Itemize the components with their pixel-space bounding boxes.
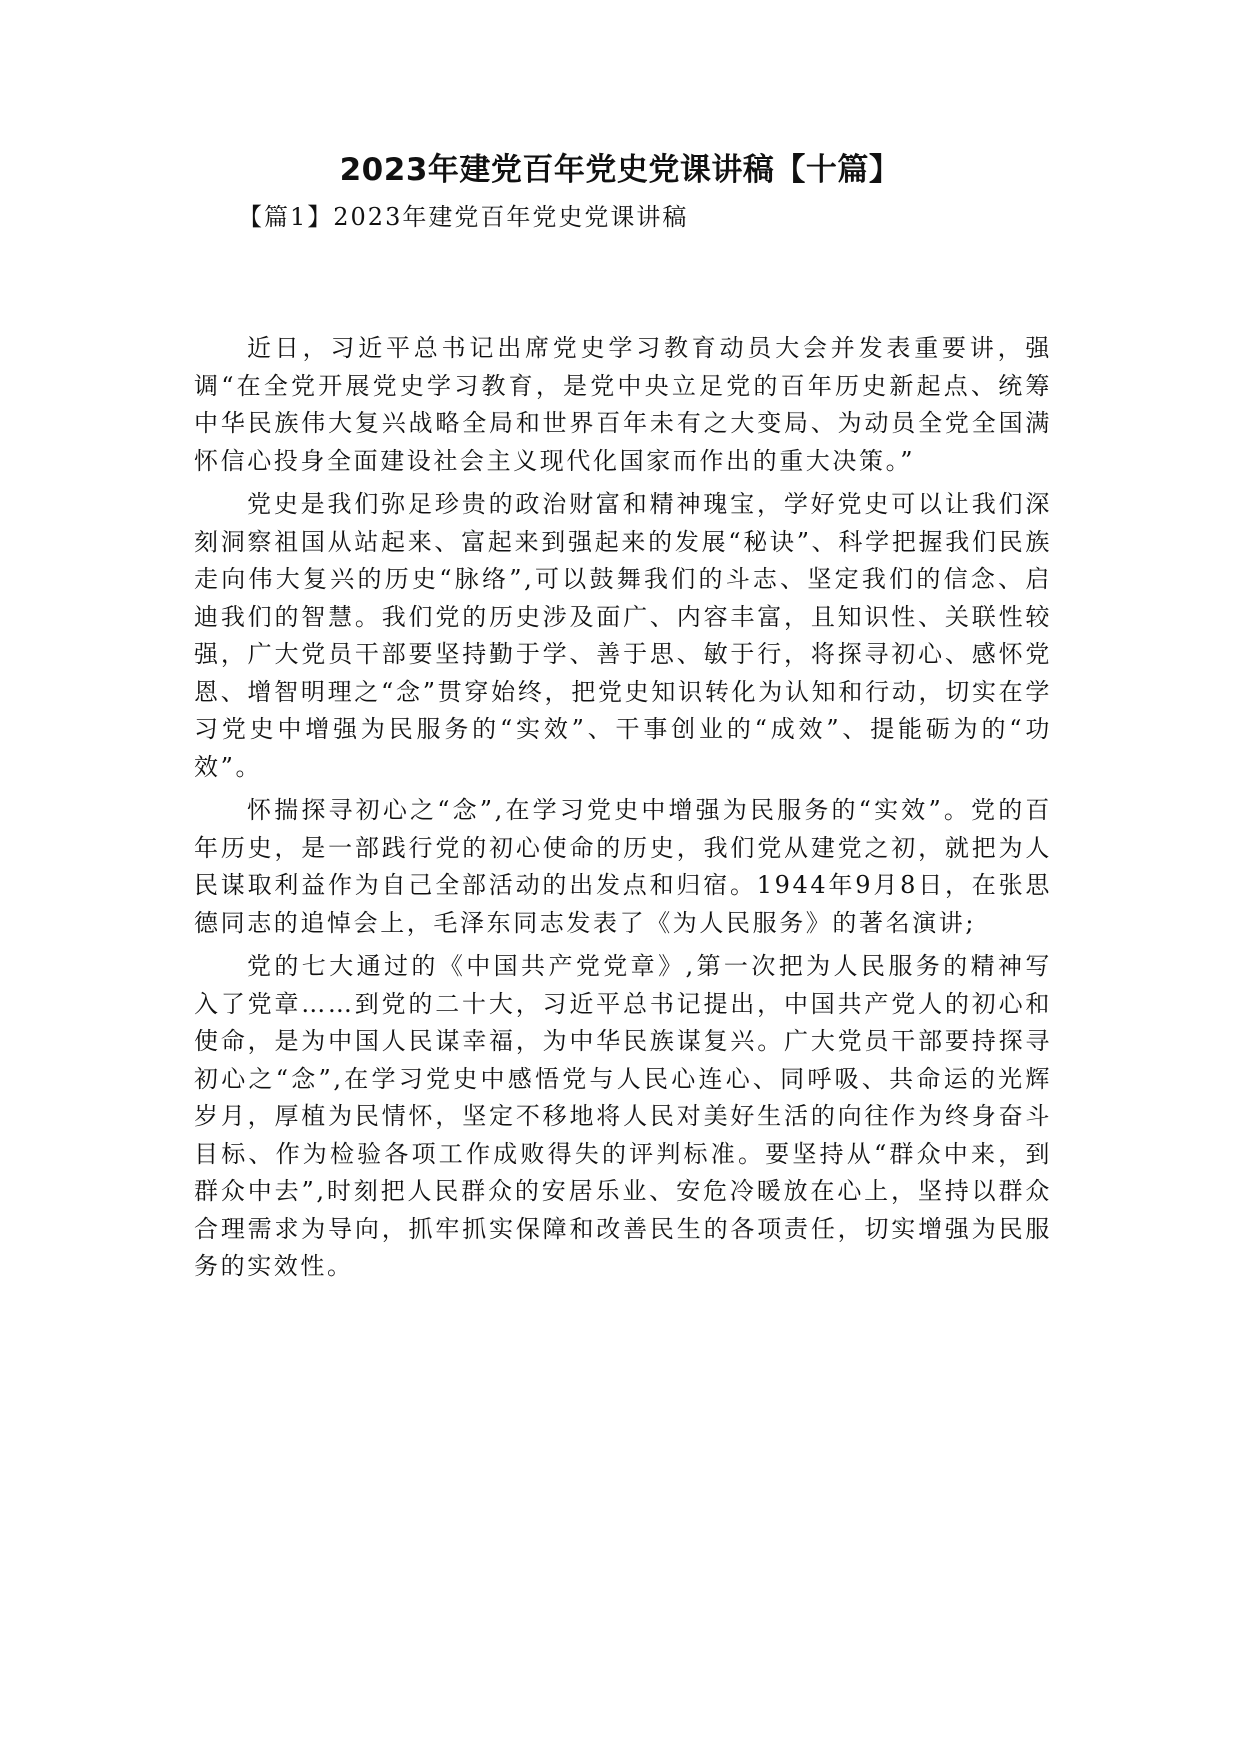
paragraph: 怀揣探寻初心之“念”,在学习党史中增强为民服务的“实效”。党的百年历史，是一部践行党的初心使命的历史，我们党从建党之初，就把为人民谋取利益作为自己全部活动的出发点和归宿。1944年9月8日，在张思德同志的追悼会上，毛泽东同志发表了《为人民服务》的著名演讲; [194, 796, 1052, 937]
document-subtitle: 【篇1】2023年建党百年党史党课讲稿 [238, 203, 689, 231]
document-body [194, 330, 1052, 1292]
paragraph: 党的七大通过的《中国共产党党章》,第一次把为人民服务的精神写入了党章……到党的二十大，习近平总书记提出，中国共产党人的初心和使命，是为中国人民谋幸福，为中华民族谋复兴。广大党员干部要持探寻初心之“念”,在学习党史中感悟党与人民心连心、同呼吸、共命运的光辉岁月，厚植为民情怀，坚定不移地将人民对美好生活的向往作为终身奋斗目标、作为检验各项工作成败得失的评判标准。要坚持从“群众中来，到群众中去”,时刻把人民群众的安居乐业、安危冷暖放在心上，坚持以群众合理需求为导向，抓牢抓实保障和改善民生的各项责任，切实增强为民服务的实效性。 [194, 952, 1052, 1280]
paragraph: 近日，习近平总书记出席党史学习教育动员大会并发表重要讲，强调“在全党开展党史学习教育，是党中央立足党的百年历史新起点、统筹中华民族伟大复兴战略全局和世界百年未有之大变局、为动员全党全国满怀信心投身全面建设社会主义现代化国家而作出的重大决策。” [194, 334, 1052, 475]
document-title: 2023年建党百年党史党课讲稿【十篇】 [339, 152, 901, 188]
paragraph: 党史是我们弥足珍贵的政治财富和精神瑰宝，学好党史可以让我们深刻洞察祖国从站起来、富起来到强起来的发展“秘诀”、科学把握我们民族走向伟大复兴的历史“脉络”,可以鼓舞我们的斗志、坚定我们的信念、启迪我们的智慧。我们党的历史涉及面广、内容丰富，且知识性、关联性较强，广大党员干部要坚持勤于学、善于思、敏于行，将探寻初心、感怀党恩、增智明理之“念”贯穿始终，把党史知识转化为认知和行动，切实在学习党史中增强为民服务的“实效”、干事创业的“成效”、提能砺为的“功效”。 [194, 490, 1052, 781]
